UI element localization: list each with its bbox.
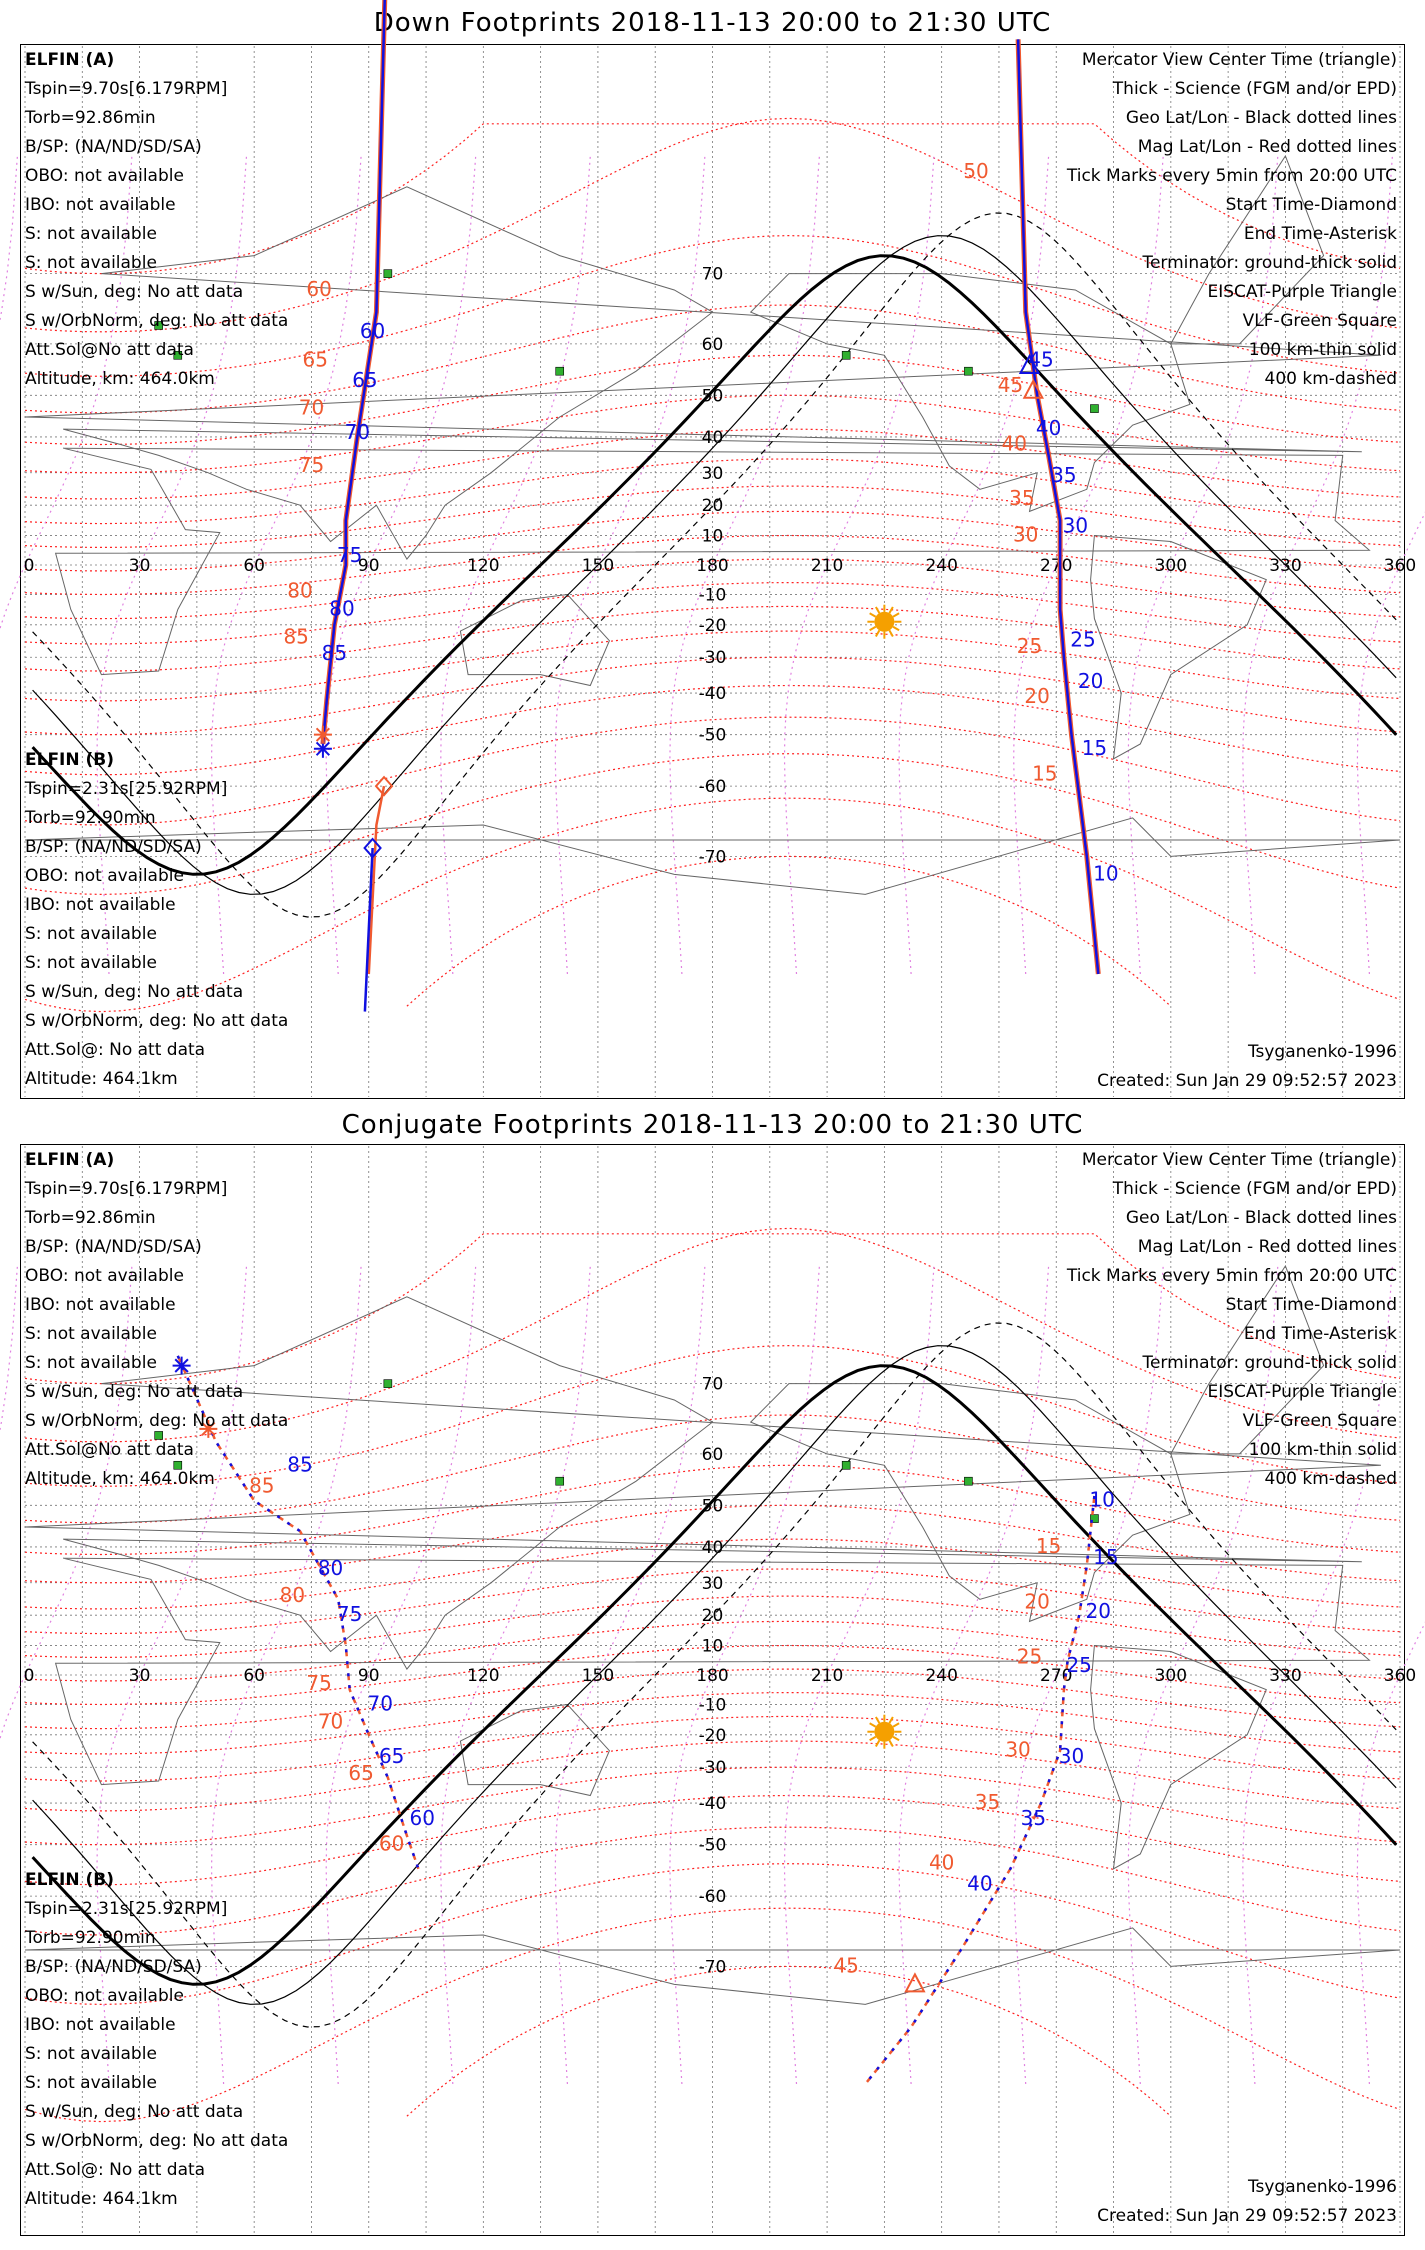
- elfin-b-tick-label: 80: [287, 578, 313, 603]
- elfin-b-name: ELFIN (B): [25, 750, 115, 770]
- latitude-label: -50: [698, 1835, 727, 1856]
- latitude-label: -10: [698, 1695, 727, 1716]
- elfin-b-line: Att.Sol@: No att data: [25, 2160, 206, 2180]
- elfin-b-line: Altitude: 464.1km: [25, 1069, 178, 1089]
- sun-ray: [870, 1737, 876, 1741]
- elfin-a-tick-label: 25: [1070, 627, 1096, 652]
- elfin-a-tick-label: 80: [329, 596, 355, 621]
- vlf-green-square: [384, 270, 392, 278]
- elfin-b-tick-label: 60: [306, 277, 332, 302]
- legend-line: Terminator: ground-thick solid: [1142, 253, 1397, 273]
- elfin-b-tick-label: 35: [974, 1790, 1001, 1815]
- elfin-b-end-asterisk: [314, 726, 332, 744]
- sun-ray: [876, 1717, 880, 1723]
- latitude-label: 10: [701, 526, 724, 547]
- elfin-b-line: S: not available: [25, 2044, 157, 2064]
- vlf-green-square: [1090, 405, 1098, 413]
- latitude-label: 60: [701, 1444, 724, 1465]
- sun-disk: [874, 612, 894, 632]
- elfin-a-tick-label: 35: [1020, 1805, 1047, 1830]
- elfin-b-tick-label: 85: [283, 624, 309, 649]
- latitude-label: -20: [698, 1725, 727, 1746]
- elfin-a-tick-label: 80: [317, 1555, 344, 1580]
- elfin-b-tick-label: 65: [302, 347, 329, 372]
- legend-line: EISCAT-Purple Triangle: [1207, 282, 1397, 302]
- elfin-a-line: S w/OrbNorm, deg: No att data: [25, 1411, 289, 1431]
- elfin-b-tick-label: 85: [249, 1473, 275, 1498]
- longitude-label: 60: [243, 1666, 265, 1686]
- elfin-b-tick-label: 80: [279, 1583, 306, 1608]
- elfin-b-line: Torb=92.90min: [25, 808, 156, 828]
- latitude-label: -60: [698, 777, 727, 798]
- elfin-b-line: Tspin=2.31s[25.92RPM]: [25, 1899, 228, 1919]
- longitude-label: 270: [1040, 556, 1073, 576]
- sun-ray: [889, 630, 893, 636]
- elfin-b-tick-label: 20: [1024, 1589, 1050, 1614]
- elfin-b-tick-label: 25: [1016, 1644, 1043, 1669]
- legend-line: Terminator: ground-thick solid: [1142, 1353, 1397, 1373]
- elfin-b-line: Att.Sol@: No att data: [25, 1040, 206, 1060]
- sun-ray: [893, 627, 899, 631]
- sun-ray: [889, 1740, 893, 1746]
- longitude-label: 0: [23, 556, 35, 576]
- elfin-a-line: Altitude, km: 464.0km: [25, 369, 215, 389]
- elfin-a-line: Att.Sol@No att data: [25, 340, 194, 360]
- legend-line: End Time-Asterisk: [1243, 224, 1397, 244]
- elfin-b-line: S: not available: [25, 924, 157, 944]
- elfin-a-line: IBO: not available: [25, 195, 176, 215]
- elfin-a-info: [25, 46, 288, 394]
- elfin-a-tick-label: 40: [967, 1871, 993, 1896]
- elfin-a-line: Tspin=9.70s[6.179RPM]: [25, 79, 228, 99]
- legend-line: 100 km-thin solid: [1248, 1440, 1397, 1460]
- elfin-a-info: [25, 1146, 288, 1494]
- longitude-label: 90: [357, 1666, 380, 1686]
- elfin-a-tick-label: 75: [336, 543, 363, 568]
- latitude-label: 40: [701, 427, 724, 448]
- elfin-a-tick-label: 35: [1051, 463, 1077, 488]
- legend-line: VLF-Green Square: [1242, 1411, 1397, 1431]
- legend-line: Mag Lat/Lon - Red dotted lines: [1137, 1237, 1397, 1257]
- elfin-a-tick-label: 65: [378, 1744, 405, 1769]
- elfin-a-tick-label: 60: [359, 318, 386, 343]
- longitude-label: 150: [581, 556, 615, 576]
- elfin-a-tick-label: 20: [1077, 668, 1104, 693]
- legend: [1067, 46, 1397, 394]
- elfin-a-line: IBO: not available: [25, 1295, 176, 1315]
- conjugate-footprints-panel: [0, 1110, 1425, 2250]
- longitude-label: 30: [128, 1666, 151, 1686]
- legend-line: Tick Marks every 5min from 20:00 UTC: [1066, 166, 1397, 186]
- longitude-label: 330: [1269, 556, 1302, 576]
- coastline: [460, 1705, 609, 1796]
- elfin-a-tick-label: 70: [367, 1691, 393, 1716]
- mag-longitude-line: [0, 1266, 17, 2084]
- elfin-b-line: Altitude: 464.1km: [25, 2189, 178, 2209]
- legend-line: 400 km-dashed: [1264, 1469, 1397, 1489]
- elfin-b-tick-label: 15: [1032, 761, 1058, 786]
- elfin-b-line: IBO: not available: [25, 895, 176, 915]
- sun-ray: [893, 613, 899, 617]
- elfin-b-tick-label: 75: [306, 1670, 332, 1695]
- legend-line: Start Time-Diamond: [1225, 195, 1397, 215]
- latitude-label: -50: [698, 725, 727, 746]
- legend-line: 100 km-thin solid: [1248, 340, 1397, 360]
- elfin-a-line: Torb=92.86min: [25, 1208, 156, 1228]
- elfin-b-tick-label: 70: [317, 1709, 344, 1734]
- mag-longitude-line: [0, 156, 17, 974]
- panel-title: Conjugate Footprints 2018-11-13 20:00 to 21:30 UTC: [341, 1110, 1084, 1140]
- elfin-b-line: S w/OrbNorm, deg: No att data: [25, 1011, 289, 1031]
- elfin-a-line: S w/Sun, deg: No att data: [25, 282, 244, 302]
- elfin-b-line: IBO: not available: [25, 2015, 176, 2035]
- elfin-b-line: S w/Sun, deg: No att data: [25, 2102, 244, 2122]
- elfin-a-tick-label: 25: [1066, 1653, 1092, 1678]
- elfin-a-line: OBO: not available: [25, 166, 184, 186]
- elfin-a-tick-label: 60: [409, 1805, 435, 1830]
- latitude-label: 50: [701, 1496, 724, 1517]
- elfin-a-line: Altitude, km: 464.0km: [25, 1469, 215, 1489]
- elfin-a-line: OBO: not available: [25, 1266, 184, 1286]
- latitude-label: 60: [701, 334, 724, 355]
- elfin-b-tick-label: 35: [1009, 485, 1035, 510]
- vlf-green-square: [384, 1380, 392, 1388]
- elfin-a-name: ELFIN (A): [25, 50, 115, 70]
- elfin-a-line: S: not available: [25, 1324, 157, 1344]
- latitude-label: 20: [701, 496, 724, 517]
- created-timestamp: Created: Sun Jan 29 09:52:57 2023: [1097, 1071, 1397, 1091]
- latitude-label: 50: [701, 386, 724, 407]
- elfin-b-line: B/SP: (NA/ND/SD/SA): [25, 1957, 202, 1977]
- elfin-a-line: B/SP: (NA/ND/SD/SA): [25, 137, 202, 157]
- legend: [1067, 1146, 1397, 1494]
- legend-line: Mercator View Center Time (triangle): [1081, 1150, 1397, 1170]
- elfin-a-tick-label: 75: [336, 1602, 363, 1627]
- panel-title: Down Footprints 2018-11-13 20:00 to 21:30 UTC: [373, 8, 1052, 38]
- elfin-b-info: [25, 1866, 288, 2214]
- latitude-label: -30: [698, 648, 727, 669]
- elfin-a-tick-label: 10: [1089, 1487, 1115, 1512]
- vlf-green-square: [964, 1477, 972, 1485]
- sun-ray: [870, 613, 876, 617]
- vlf-green-square: [842, 351, 850, 359]
- elfin-a-tick-label: 70: [344, 420, 371, 445]
- latitude-label: -70: [698, 1957, 727, 1978]
- latitude-label: -40: [698, 684, 727, 705]
- elfin-b-line: Tspin=2.31s[25.92RPM]: [25, 779, 228, 799]
- longitude-label: 240: [925, 556, 958, 576]
- elfin-a-line: Att.Sol@No att data: [25, 1440, 194, 1460]
- elfin-a-tick-label: 45: [1028, 347, 1054, 372]
- longitude-label: 330: [1269, 1666, 1302, 1686]
- latitude-label: 30: [701, 1573, 724, 1594]
- elfin-b-line: OBO: not available: [25, 1986, 184, 2006]
- elfin-a-tick-label: 40: [1035, 416, 1062, 441]
- longitude-label: 360: [1383, 1666, 1417, 1686]
- coastline: [460, 595, 609, 686]
- longitude-label: 30: [128, 556, 151, 576]
- elfin-a-tick-label: 30: [1058, 1744, 1085, 1769]
- elfin-b-tick-label: 40: [1001, 431, 1027, 456]
- model-label: Tsyganenko-1996: [1247, 2177, 1397, 2197]
- elfin-a-line: Torb=92.86min: [25, 108, 156, 128]
- sun-ray: [893, 1737, 899, 1741]
- sun-ray: [893, 1723, 899, 1727]
- elfin-b-tick-label: 40: [928, 1850, 955, 1875]
- latitude-label: 40: [701, 1537, 724, 1558]
- longitude-label: 0: [23, 1666, 35, 1686]
- legend-line: EISCAT-Purple Triangle: [1207, 1382, 1397, 1402]
- legend-line: Mercator View Center Time (triangle): [1081, 50, 1397, 70]
- legend-line: Thick - Science (FGM and/or EPD): [1112, 79, 1397, 99]
- longitude-label: 180: [696, 556, 729, 576]
- elfin-b-tick-label: 75: [298, 452, 325, 477]
- elfin-a-tick-label: 30: [1062, 513, 1089, 538]
- sun-disk: [874, 1722, 894, 1742]
- elfin-a-tick-label: 65: [352, 368, 378, 393]
- vlf-green-square: [556, 1477, 564, 1485]
- legend-line: 400 km-dashed: [1264, 369, 1397, 389]
- elfin-b-line: OBO: not available: [25, 866, 184, 886]
- elfin-a-tick-label: 85: [321, 640, 348, 665]
- elfin-b-line: Torb=92.90min: [25, 1928, 156, 1948]
- legend-line: Thick - Science (FGM and/or EPD): [1112, 1179, 1397, 1199]
- elfin-b-line: B/SP: (NA/ND/SD/SA): [25, 837, 202, 857]
- elfin-a-tick-label: 85: [287, 1452, 313, 1477]
- legend-line: Geo Lat/Lon - Black dotted lines: [1125, 1208, 1397, 1228]
- elfin-a-line: S: not available: [25, 224, 157, 244]
- legend-line: Start Time-Diamond: [1225, 1295, 1397, 1315]
- model-label: Tsyganenko-1996: [1247, 1042, 1397, 1062]
- sun-ray: [870, 627, 876, 631]
- elfin-a-line: S w/OrbNorm, deg: No att data: [25, 311, 289, 331]
- latitude-label: -10: [698, 585, 727, 606]
- elfin-a-tick-label: 20: [1085, 1599, 1111, 1624]
- elfin-b-line: S: not available: [25, 2073, 157, 2093]
- elfin-b-tick-label: 45: [997, 373, 1024, 398]
- longitude-label: 240: [925, 1666, 958, 1686]
- elfin-b-info: [25, 746, 288, 1094]
- legend-line: VLF-Green Square: [1242, 311, 1397, 331]
- elfin-b-tick-label: 30: [1012, 522, 1039, 547]
- longitude-label: 180: [696, 1666, 729, 1686]
- elfin-a-line: S: not available: [25, 253, 157, 273]
- down-footprints-panel: [0, 0, 1425, 1110]
- latitude-label: 30: [701, 463, 724, 484]
- elfin-a-tick-label: 10: [1093, 861, 1119, 886]
- elfin-b-tick-label: 50: [963, 159, 989, 184]
- latitude-label: -60: [698, 1887, 727, 1908]
- elfin-a-line: Tspin=9.70s[6.179RPM]: [25, 1179, 228, 1199]
- latitude-label: -70: [698, 847, 727, 868]
- longitude-label: 60: [243, 556, 265, 576]
- elfin-b-tick-label: 15: [1035, 1533, 1062, 1558]
- elfin-b-line: S w/OrbNorm, deg: No att data: [25, 2131, 289, 2151]
- latitude-label: 70: [701, 1374, 724, 1395]
- latitude-label: 70: [701, 264, 724, 285]
- latitude-label: 20: [701, 1606, 724, 1627]
- longitude-label: 300: [1154, 1666, 1188, 1686]
- legend-line: Mag Lat/Lon - Red dotted lines: [1137, 137, 1397, 157]
- latitude-label: 10: [701, 1636, 724, 1657]
- elfin-a-line: S w/Sun, deg: No att data: [25, 1382, 244, 1402]
- elfin-b-tick-label: 20: [1024, 683, 1050, 708]
- elfin-b-tick-label: 30: [1005, 1737, 1031, 1762]
- elfin-b-tick-label: 60: [378, 1831, 405, 1856]
- vlf-green-square: [842, 1461, 850, 1469]
- vlf-green-square: [556, 367, 564, 375]
- longitude-label: 150: [581, 1666, 615, 1686]
- longitude-label: 300: [1154, 556, 1188, 576]
- longitude-label: 120: [467, 556, 500, 576]
- longitude-label: 210: [810, 556, 844, 576]
- sun-ray: [876, 607, 880, 613]
- latitude-label: -40: [698, 1794, 727, 1815]
- longitude-label: 270: [1040, 1666, 1073, 1686]
- legend-line: End Time-Asterisk: [1243, 1324, 1397, 1344]
- elfin-a-line: S: not available: [25, 1353, 157, 1373]
- latitude-label: -30: [698, 1758, 727, 1779]
- elfin-b-tick-label: 70: [298, 395, 325, 420]
- latitude-label: -20: [698, 615, 727, 636]
- elfin-b-line: S w/Sun, deg: No att data: [25, 982, 244, 1002]
- elfin-b-tick-label: 65: [348, 1761, 374, 1786]
- longitude-label: 360: [1383, 556, 1417, 576]
- vlf-green-square: [964, 367, 972, 375]
- longitude-label: 210: [810, 1666, 844, 1686]
- elfin-b-tick-label: 25: [1016, 634, 1043, 659]
- elfin-a-line: B/SP: (NA/ND/SD/SA): [25, 1237, 202, 1257]
- longitude-label: 90: [357, 556, 380, 576]
- elfin-a-name: ELFIN (A): [25, 1150, 115, 1170]
- longitude-label: 120: [467, 1666, 500, 1686]
- legend-line: Geo Lat/Lon - Black dotted lines: [1125, 108, 1397, 128]
- elfin-b-name: ELFIN (B): [25, 1870, 115, 1890]
- sun-ray: [870, 1723, 876, 1727]
- legend-line: Tick Marks every 5min from 20:00 UTC: [1066, 1266, 1397, 1286]
- elfin-a-tick-label: 15: [1081, 735, 1108, 760]
- elfin-b-tick-label: 45: [833, 1953, 859, 1978]
- elfin-b-line: S: not available: [25, 953, 157, 973]
- elfin-a-tick-label: 15: [1093, 1545, 1119, 1570]
- created-timestamp: Created: Sun Jan 29 09:52:57 2023: [1097, 2206, 1397, 2226]
